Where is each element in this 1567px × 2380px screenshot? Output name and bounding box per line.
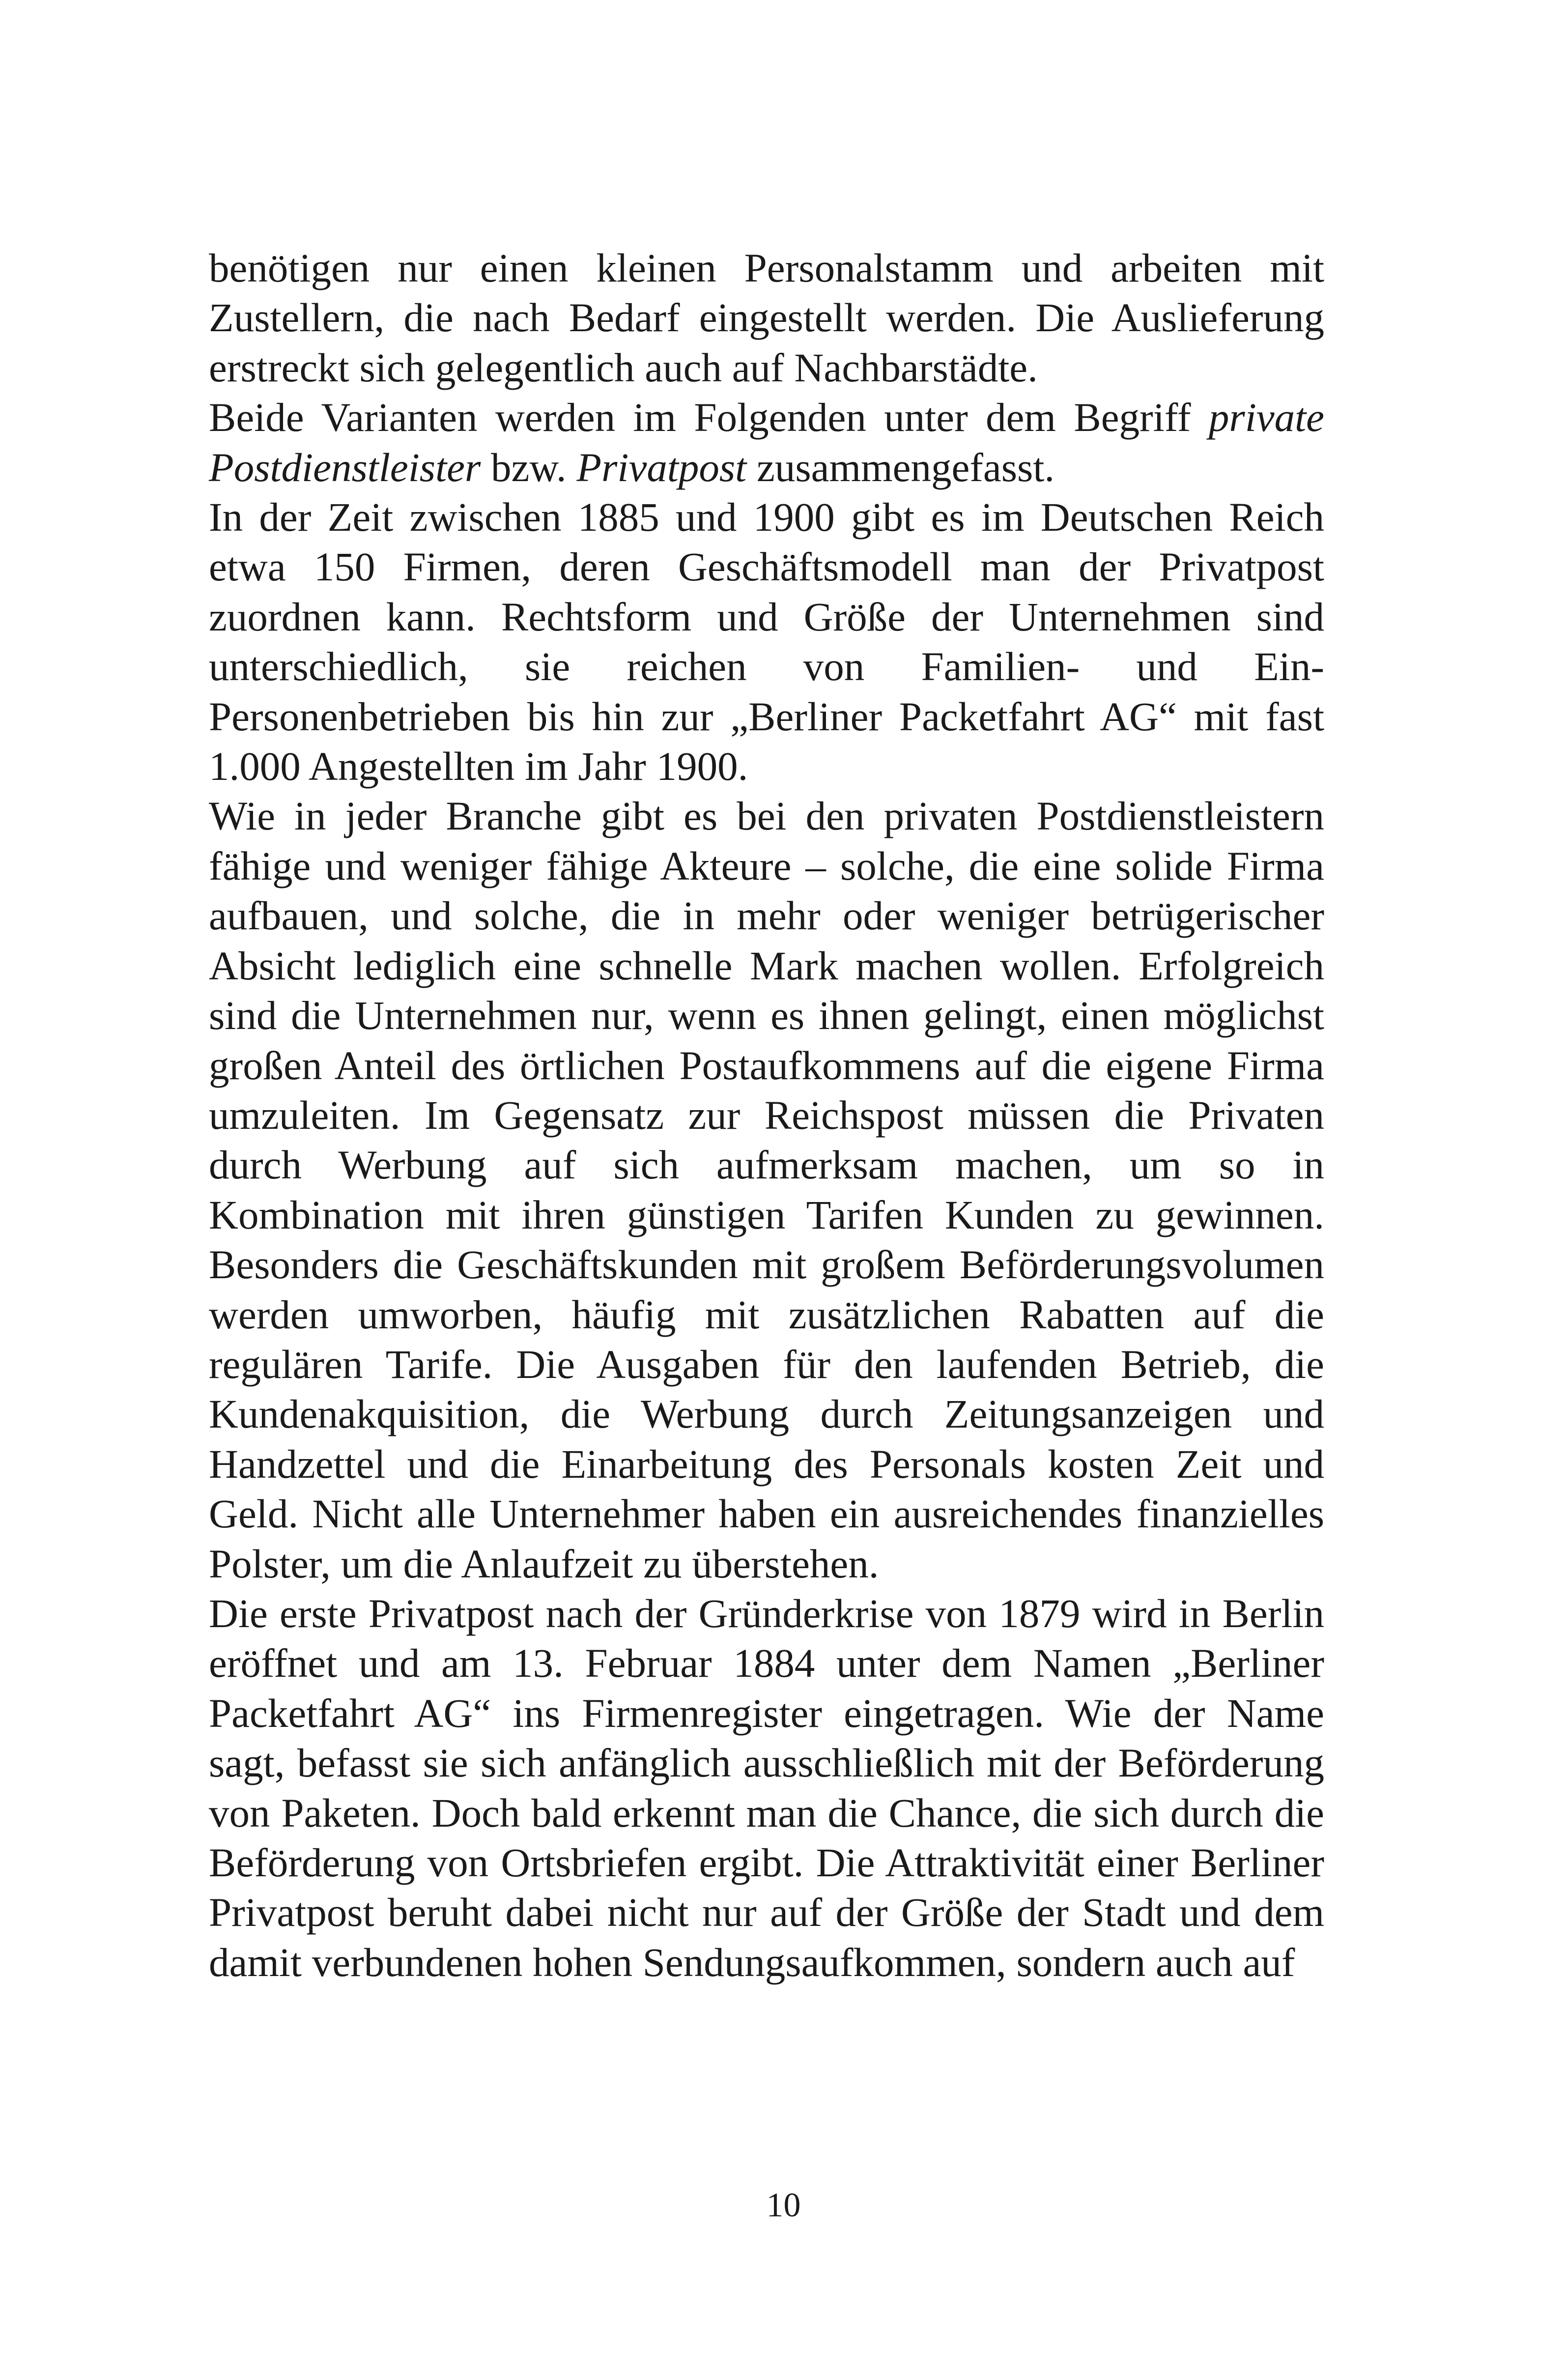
page-number: 10 (766, 2186, 801, 2224)
paragraph-staff: benötigen nur einen kleinen Personalstamm und arbeiten mit Zustellern, die nach Bedarf eingestellt werden. Die Auslieferung erstreckt sich gelegentlich auch auf Nachbarstädte. (209, 245, 1324, 390)
body-text (209, 243, 1324, 1987)
paragraph-competition: Wie in jeder Branche gibt es bei den privaten Postdienstleistern fähige und weniger fähige Akteure – solche, die eine solide Firma aufbauen, und solche, die in mehr oder weniger betrügerischer Absicht lediglich eine schnelle Mark machen wollen. Erfolgreich sind die Unternehmen nur, wenn es ihnen gelingt, einen möglichst großen Anteil des örtlichen Postaufkommens auf die eigene Firma umzuleiten. Im Gegensatz zur Reichspost müssen die Privaten durch Werbung auf sich aufmerksam machen, um so in Kombination mit ihren günstigen Tarifen Kunden zu gewinnen. Besonders die Geschäftskunden mit großem Beförderungsvolumen werden umworben, häufig mit zusätzlichen Rabatten auf die regulären Tarife. Die Ausgaben für den laufenden Betrieb, die Kundenakquisition, die Werbung durch Zeitungsanzeigen und Handzettel und die Einarbeitung des Personals kosten Zeit und Geld. Nicht alle Unternehmer haben ein ausreichendes finanzielles Polster, um die Anlaufzeit zu überstehen. (209, 793, 1324, 1586)
paragraph-berliner-packetfahrt: Die erste Privatpost nach der Gründerkrise von 1879 wird in Berlin eröffnet und am 13. Februar 1884 unter dem Namen „Berliner Packetfahrt AG“ ins Firmenregister eingetragen. Wie der Name sagt, befasst sie sich anfänglich ausschließlich mit der Beförderung von Paketen. Doch bald erkennt man die Chance, die sich durch die Beförderung von Ortsbriefen ergibt. Die Attraktivität einer Berliner Privatpost beruht dabei nicht nur auf der Größe der Stadt und dem damit verbundenen hohen Sendungsaufkommen, sondern auch auf (209, 1590, 1324, 1985)
paragraph-firms-1885-1900: In der Zeit zwischen 1885 und 1900 gibt es im Deutschen Reich etwa 150 Firmen, deren Geschäftsmodell man der Privatpost zuordnen kann. Rechtsform und Größe der Unternehmen sind unterschiedlich, sie reichen von Familien- und Ein-Personenbetrieben bis hin zur „Berliner Packetfahrt AG“ mit fast 1.000 Angestellten im Jahr 1900. (209, 494, 1324, 789)
term-private-postdienstleister: private Postdienstleister (209, 395, 1324, 490)
terminology-text-after: zusammengefasst. (746, 444, 1055, 490)
paragraph-terminology (209, 393, 1324, 492)
terminology-text-before: Beide Varianten werden im Folgenden unter dem Begriff (209, 395, 1209, 440)
terminology-text-middle: bzw. (481, 444, 577, 490)
term-privatpost: Privatpost (576, 444, 747, 490)
